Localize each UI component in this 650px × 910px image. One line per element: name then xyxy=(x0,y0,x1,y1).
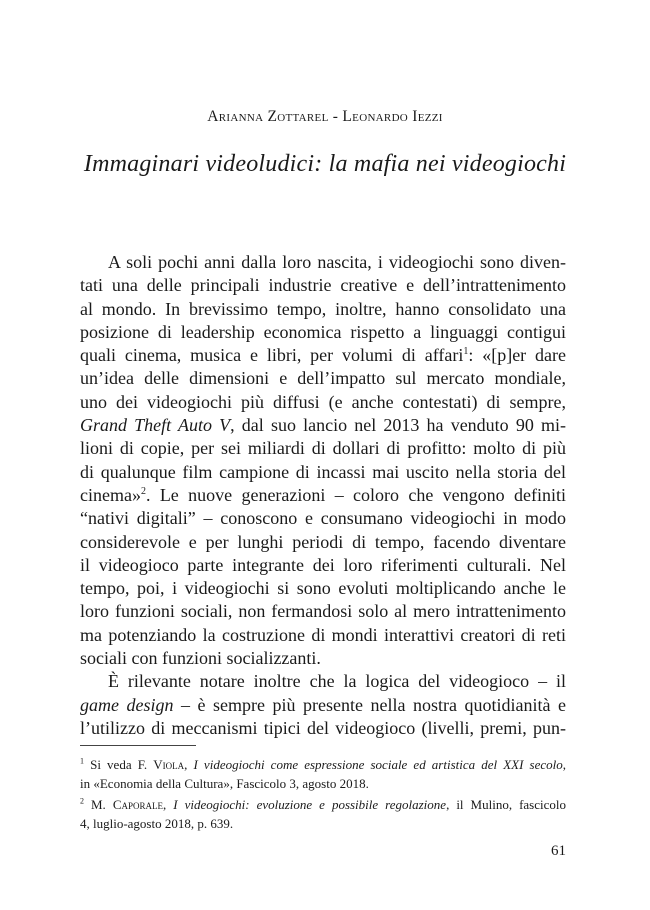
text-line: sociali con funzioni socializzanti. xyxy=(80,648,321,669)
text-line: al mondo. In brevissimo tempo, inoltre, hanno consolidato una xyxy=(80,298,566,319)
footnote-author: Viola xyxy=(153,757,185,772)
text-fragment: quali cinema, musica e libri, per volumi di affari xyxy=(80,345,464,366)
text-line: tempo, poi, i videogiochi si sono evoluti moltiplicando anche le xyxy=(80,578,566,599)
text-line: l’utilizzo di meccanismi tipici del videogioco (livelli, premi, pun- xyxy=(80,717,566,738)
text-line: uno dei videogiochi più diffusi (e anche contestati) di sempre, xyxy=(80,391,566,412)
text-line: considerevole e per lunghi periodi di tempo, facendo diventare xyxy=(80,531,566,552)
text-fragment: Si veda F. xyxy=(84,757,154,772)
footnote-number: 2 xyxy=(80,796,84,806)
footnote-work-title: I videogiochi come espressione sociale ed artistica del XXI secolo xyxy=(193,757,563,772)
text-line: È rilevante notare inoltre che la logica del videogioco – il xyxy=(108,671,566,692)
text-line: “nativi digitali” – conoscono e consumano videogiochi in modo xyxy=(80,508,566,529)
paragraph-2 xyxy=(80,670,566,740)
text-line: ma potenziando la costruzione di mondi interattivi creatori di reti xyxy=(80,624,566,645)
footnote-line xyxy=(80,756,566,775)
footnote-line: in «Economia della Cultura», Fascicolo 3, agosto 2018. xyxy=(80,775,369,791)
text-fragment: , dal suo lancio nel 2013 ha venduto 90 mi- xyxy=(230,415,566,436)
text-line: un’idea delle dimensioni e dell’impatto sul mercato mondiale, xyxy=(80,368,566,389)
paragraph-1 xyxy=(80,251,566,670)
text-fragment: . Le nuove generazioni – coloro che vengono definiti xyxy=(145,484,566,505)
text-line: lioni di copie, per sei miliardi di dollari di profitto: molto di più xyxy=(80,438,566,459)
text-line: il videogioco parte integrante dei loro riferimenti culturali. Nel xyxy=(80,554,566,575)
body-text xyxy=(80,251,566,740)
footnote-author: Caporale xyxy=(112,797,163,812)
text-line: di qualunque film campione di incassi mai uscito nella storia del xyxy=(80,461,566,482)
text-fragment: : «[p]er dare xyxy=(468,345,567,366)
term-game-design: game design xyxy=(80,694,174,715)
text-line: tati una delle principali industrie creative e dell’intrattenimento xyxy=(80,275,566,296)
footnote-line xyxy=(80,796,566,815)
footnote-divider xyxy=(80,745,196,746)
text-fragment: , xyxy=(163,797,174,812)
game-title: Grand Theft Auto V xyxy=(80,415,231,436)
footnotes xyxy=(80,756,566,836)
text-line xyxy=(80,694,566,717)
footnote-number: 1 xyxy=(80,756,84,766)
text-line xyxy=(80,344,566,367)
page-number: 61 xyxy=(551,843,566,859)
text-fragment: , il Mulino, fascicolo xyxy=(446,797,566,812)
text-line xyxy=(80,484,566,507)
text-fragment: M. xyxy=(84,797,113,812)
text-line: posizione di leadership economica rispetto a linguaggi contigui xyxy=(80,321,566,342)
text-fragment: , xyxy=(184,757,194,772)
footnote-2 xyxy=(80,796,566,833)
text-line: A soli pochi anni dalla loro nascita, i videogiochi sono diven- xyxy=(108,252,566,272)
text-fragment: , xyxy=(562,757,567,772)
chapter-title: Immaginari videoludici: la mafia nei videogiochi xyxy=(83,151,567,177)
text-line xyxy=(80,414,566,437)
footnote-ref-1: 1 xyxy=(463,346,469,358)
text-fragment: cinema» xyxy=(80,484,141,505)
text-fragment: – è sempre più presente nella nostra quotidianità e xyxy=(173,694,566,715)
page-authors: Arianna Zottarel - Leonardo Iezzi xyxy=(207,108,443,125)
footnote-line: 4, luglio-agosto 2018, p. 639. xyxy=(80,815,234,831)
text-line: loro funzioni sociali, non fermandosi solo al mero intrattenimento xyxy=(80,601,566,622)
footnote-work-title: I videogiochi: evoluzione e possibile regolazione xyxy=(173,797,447,812)
footnote-ref-2: 2 xyxy=(140,485,146,497)
footnote-1 xyxy=(80,756,566,793)
